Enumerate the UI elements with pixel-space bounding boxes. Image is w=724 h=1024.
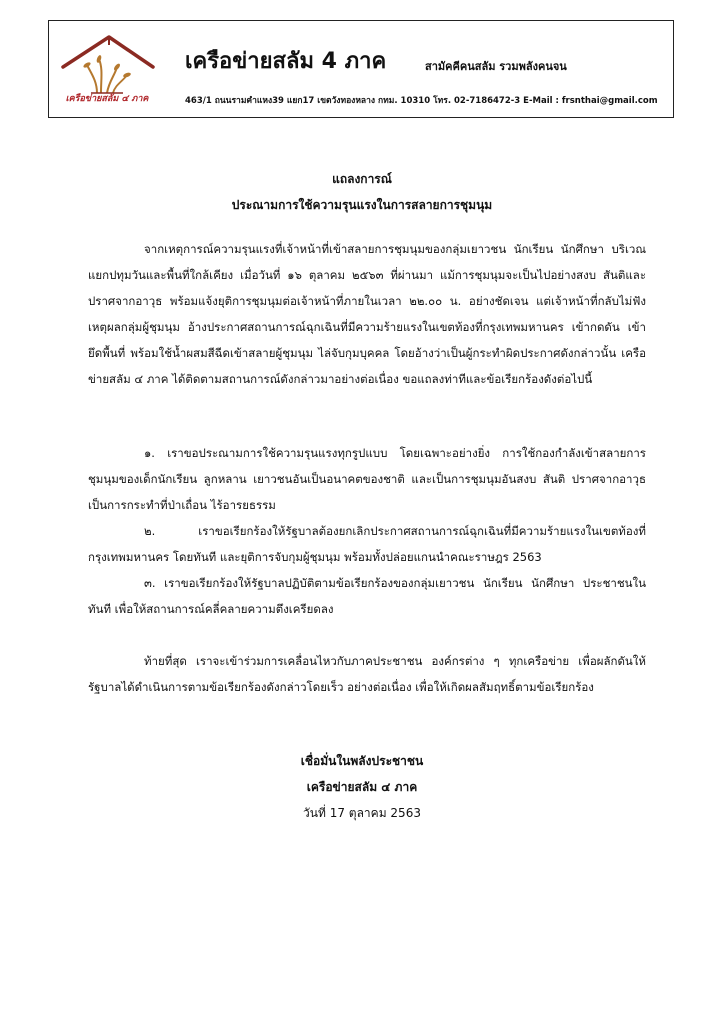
demand-item-1: ๑. เราขอประณามการใช้ความรุนแรงทุกรูปแบบ โดยเฉพาะอย่างยิ่ง การใช้กองกำลังเข้าสลายการชุมนุมของเด็กนักเรียน ลูกหลาน เยาวชนอันเป็นอนาคตของชาติ และเป็นการชุมนุมอันสงบ สันติ ปราศจากอาวุธ เป็นการกระทำที่ป่าเถื่อน ไร้อารยธรรม (88, 446, 646, 512)
document-title: แถลงการณ์ (332, 172, 392, 186)
slogan: สามัคคีคนสลัม รวมพลังคนจน (425, 60, 567, 73)
signature-motto: เชื่อมั่นในพลังประชาชน (300, 754, 424, 768)
document-subtitle: ประณามการใช้ความรุนแรงในการสลายการชุมนุม (231, 198, 493, 212)
demand-item-2: ๒. เราขอเรียกร้องให้รัฐบาลต้องยกเลิกประกาศสถานการณ์ฉุกเฉินที่มีความร้ายแรงในเขตท้องที่กรุงเทพมหานคร โดยทันที และยุติการจับกุมผู้ชุมนุม พร้อมทั้งปล่อยแกนนำคณะราษฎร 2563 (88, 524, 646, 564)
closing-paragraph: ท้ายที่สุด เราจะเข้าร่วมการเคลื่อนไหวกับภาคประชาชน องค์กรต่าง ๆ ทุกเครือข่าย เพื่อผลักดันให้รัฐบาลได้ดำเนินการตามข้อเรียกร้องดังกล่าวโดยเร็ว อย่างต่อเนื่อง เพื่อให้เกิดผลสัมฤทธิ์ตามข้อเรียกร้อง (88, 654, 646, 694)
signature-date: วันที่ 17 ตุลาคม 2563 (303, 806, 421, 820)
contact-address: 463/1 ถนนรามคำแหง39 แยก17 เขตวังทองหลาง กทม. 10310 โทร. 02-7186472-3 E-Mail : frsnthai@gmail.com (185, 96, 658, 106)
organization-name: เครือข่ายสลัม 4 ภาค (185, 49, 387, 74)
logo-caption: เครือข่ายสลัม ๔ ภาค (65, 94, 149, 104)
intro-paragraph: จากเหตุการณ์ความรุนแรงที่เจ้าหน้าที่เข้าสลายการชุมนุมของกลุ่มเยาวชน นักเรียน นักศึกษา บริเวณแยกปทุมวันและพื้นที่ใกล้เคียง เมื่อวันที่ ๑๖ ตุลาคม ๒๕๖๓ ที่ผ่านมา แม้การชุมนุมจะเป็นไปอย่างสงบ สันติและปราศจากอาวุธ พร้อมแจ้งยุติการชุมนุมต่อเจ้าหน้าที่ภายในเวลา ๒๒.๐๐ น. อย่างชัดเจน แต่เจ้าหน้าที่กลับไม่ฟังเหตุผลกลุ่มผู้ชุมนุม อ้างประกาศสถานการณ์ฉุกเฉินที่มีความร้ายแรงในเขตท้องที่กรุงเทพมหานคร เข้ากดดัน เข้ายึดพื้นที่ พร้อมใช้น้ำผสมสีฉีดเข้าสลายผู้ชุมนุม ไล่จับกุมบุคคล โดยอ้างว่าเป็นผู้กระทำผิดประกาศดังกล่าวนั้น เครือข่ายสลัม ๔ ภาค ได้ติดตามสถานการณ์ดังกล่าวมาอย่างต่อเนื่อง ขอแถลงท่าทีและข้อเรียกร้องดังต่อไปนี้ (88, 242, 646, 386)
signature-organization: เครือข่ายสลัม ๔ ภาค (306, 780, 418, 794)
demand-item-3: ๓. เราขอเรียกร้องให้รัฐบาลปฏิบัติตามข้อเรียกร้องของกลุ่มเยาวชน นักเรียน นักศึกษา ประชาชนในทันที เพื่อให้สถานการณ์คลี่คลายความตึงเครียดลง (88, 576, 646, 616)
letterhead (48, 20, 674, 118)
house-plant-logo-icon (57, 29, 157, 99)
